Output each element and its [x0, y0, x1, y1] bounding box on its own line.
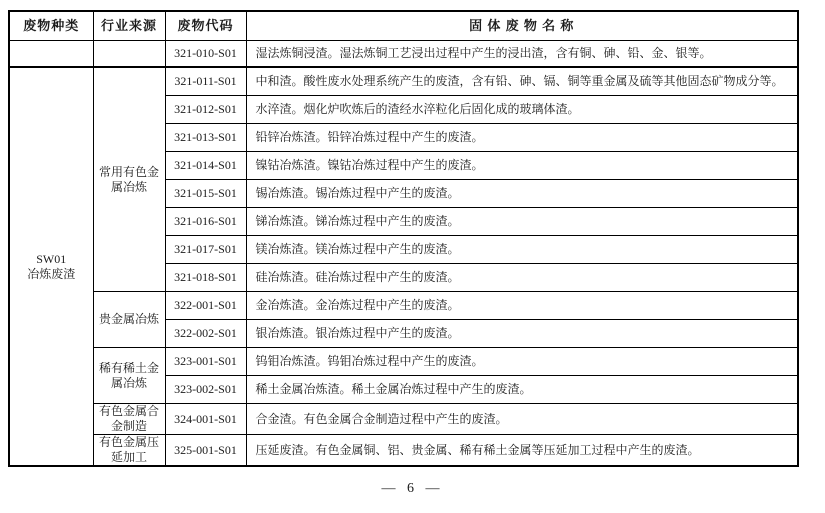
waste-name-cell: 银冶炼渣。银冶炼过程中产生的废渣。 — [246, 320, 798, 348]
waste-code-cell: 321-012-S01 — [165, 96, 246, 124]
waste-category-code: SW01 — [36, 251, 67, 266]
waste-name-cell: 镍钴冶炼渣。镍钴冶炼过程中产生的废渣。 — [246, 152, 798, 180]
table-row — [9, 67, 798, 96]
industry-source-cell-precious-metal: 贵金属冶炼 — [93, 292, 165, 348]
waste-code-cell: 323-002-S01 — [165, 376, 246, 404]
header-solid-waste-name: 固 体 废 物 名 称 — [246, 11, 798, 41]
table-row — [9, 348, 798, 376]
waste-name-cell: 中和渣。酸性废水处理系统产生的废渣，含有铅、砷、镉、铜等重金属及硫等其他固态矿物成分等。 — [246, 67, 798, 96]
waste-code-cell: 321-014-S01 — [165, 152, 246, 180]
table-row — [9, 292, 798, 320]
waste-table-container — [8, 10, 799, 467]
table-row — [9, 41, 798, 68]
waste-code-cell: 321-015-S01 — [165, 180, 246, 208]
table-row — [9, 404, 798, 435]
waste-code-cell: 321-010-S01 — [165, 41, 246, 68]
waste-code-cell: 321-018-S01 — [165, 264, 246, 292]
waste-name-cell: 锑冶炼渣。锑冶炼过程中产生的废渣。 — [246, 208, 798, 236]
header-industry-source: 行业来源 — [93, 11, 165, 41]
industry-source-cell-alloy-manufacture: 有色金属合金制造 — [93, 404, 165, 435]
page-number: — 6 — — [381, 481, 444, 496]
waste-code-cell: 321-016-S01 — [165, 208, 246, 236]
waste-name-cell: 硅冶炼渣。硅冶炼过程中产生的废渣。 — [246, 264, 798, 292]
table-row — [9, 435, 798, 467]
waste-category-name: 冶炼废渣 — [27, 266, 76, 281]
header-waste-category: 废物种类 — [9, 11, 93, 41]
industry-source-cell-calendering: 有色金属压延加工 — [93, 435, 165, 467]
waste-code-cell: 322-001-S01 — [165, 292, 246, 320]
waste-code-cell: 324-001-S01 — [165, 404, 246, 435]
waste-table — [8, 10, 799, 467]
waste-code-cell: 321-013-S01 — [165, 124, 246, 152]
industry-source-cell-common-nonferrous: 常用有色金属冶炼 — [93, 67, 165, 292]
waste-code-cell: 325-001-S01 — [165, 435, 246, 467]
waste-name-cell: 钨钼冶炼渣。钨钼冶炼过程中产生的废渣。 — [246, 348, 798, 376]
waste-category-cell-sw01 — [9, 67, 93, 466]
waste-name-cell: 金冶炼渣。金冶炼过程中产生的废渣。 — [246, 292, 798, 320]
waste-code-cell: 321-017-S01 — [165, 236, 246, 264]
table-header-row — [9, 11, 798, 41]
waste-name-cell: 湿法炼铜浸渣。湿法炼铜工艺浸出过程中产生的浸出渣，含有铜、砷、铅、金、银等。 — [246, 41, 798, 68]
waste-name-cell: 水淬渣。烟化炉吹炼后的渣经水淬粒化后固化成的玻璃体渣。 — [246, 96, 798, 124]
waste-code-cell: 321-011-S01 — [165, 67, 246, 96]
waste-code-cell: 323-001-S01 — [165, 348, 246, 376]
industry-source-cell-empty — [93, 41, 165, 68]
waste-name-cell: 稀土金属冶炼渣。稀土金属冶炼过程中产生的废渣。 — [246, 376, 798, 404]
industry-source-cell-rare-earth: 稀有稀土金属冶炼 — [93, 348, 165, 404]
waste-name-cell: 镁冶炼渣。镁冶炼过程中产生的废渣。 — [246, 236, 798, 264]
waste-name-cell: 铅锌冶炼渣。铅锌冶炼过程中产生的废渣。 — [246, 124, 798, 152]
waste-code-cell: 322-002-S01 — [165, 320, 246, 348]
header-waste-code: 废物代码 — [165, 11, 246, 41]
waste-name-cell: 锡冶炼渣。锡冶炼过程中产生的废渣。 — [246, 180, 798, 208]
waste-category-cell-empty — [9, 41, 93, 68]
waste-name-cell: 合金渣。有色金属合金制造过程中产生的废渣。 — [246, 404, 798, 435]
waste-name-cell: 压延废渣。有色金属铜、铝、贵金属、稀有稀土金属等压延加工过程中产生的废渣。 — [246, 435, 798, 467]
